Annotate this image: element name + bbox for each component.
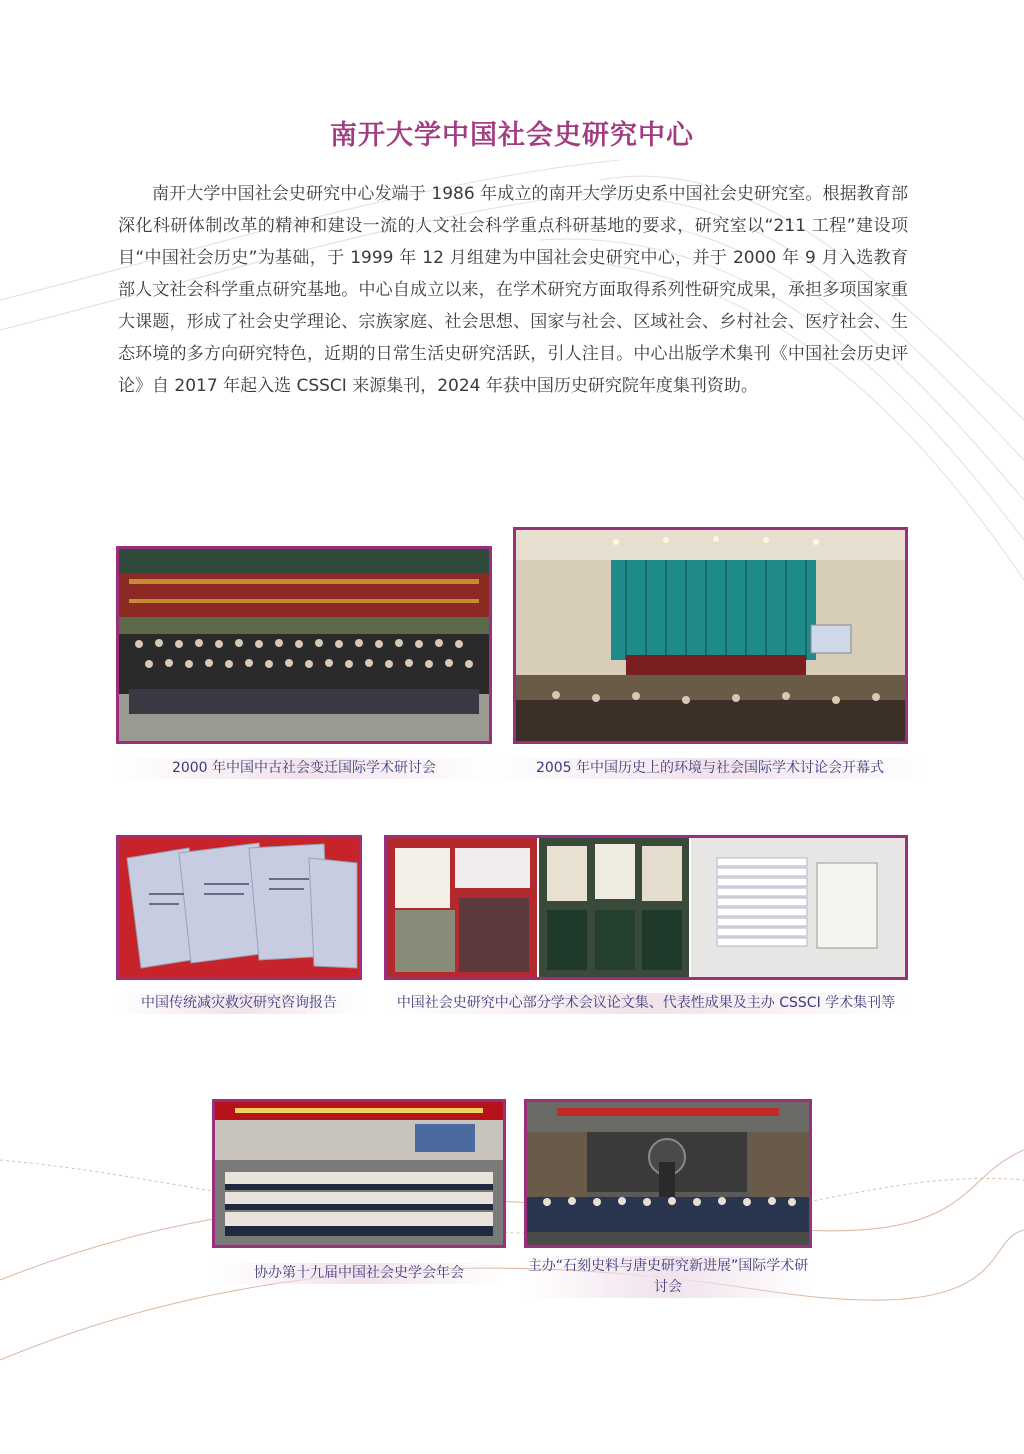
- photo-inscriptions-symposium: [524, 1099, 812, 1248]
- intro-paragraph: 南开大学中国社会史研究中心发端于 1986 年成立的南开大学历史系中国社会史研究室。根据教育部深化科研体制改革的精神和建设一流的人文社会科学重点科研基地的要求，研究室以“211 工程”建设项目“中国社会历史”为基础，于 1999 年 12 月组建为中国社会史研究中心，并于 2000 年 9 月入选教育部人文社会科学重点研究基地。中心自成立以来，在学术研究方面取得系列性研究成果，承担多项国家重大课题，形成了社会史学理论、宗族家庭、社会思想、国家与社会、区域社会、乡村社会、医疗社会、生态环境的多方向研究特色，近期的日常生活史研究活跃，引人注目。中心出版学术集刊《中国社会历史评论》自 2017 年起入选 CSSCI 来源集刊，2024 年获中国历史研究院年度集刊资助。: [118, 184, 908, 396]
- photo-books-collage: [384, 835, 908, 980]
- caption-photo-2: 2005 年中国历史上的环境与社会国际学术讨论会开幕式: [490, 758, 930, 779]
- photo-group-2000: [116, 546, 492, 744]
- caption-photo-5: 协办第十九届中国社会史学会年会: [212, 1263, 506, 1284]
- caption-photo-4: 中国社会史研究中心部分学术会议论文集、代表性成果及主办 CSSCI 学术集刊等: [384, 993, 908, 1014]
- page-title: 南开大学中国社会史研究中心: [330, 120, 694, 151]
- photo-annual-meeting-group: [212, 1099, 506, 1248]
- caption-photo-1: 2000 年中国中古社会变迁国际学术研讨会: [116, 758, 492, 779]
- caption-photo-6: 主办“石刻史料与唐史研究新进展”国际学术研讨会: [524, 1256, 812, 1298]
- caption-photo-3: 中国传统减灾救灾研究咨询报告: [116, 993, 362, 1014]
- photo-consultation-reports: [116, 835, 362, 980]
- photo-conference-hall-2005: [513, 527, 908, 744]
